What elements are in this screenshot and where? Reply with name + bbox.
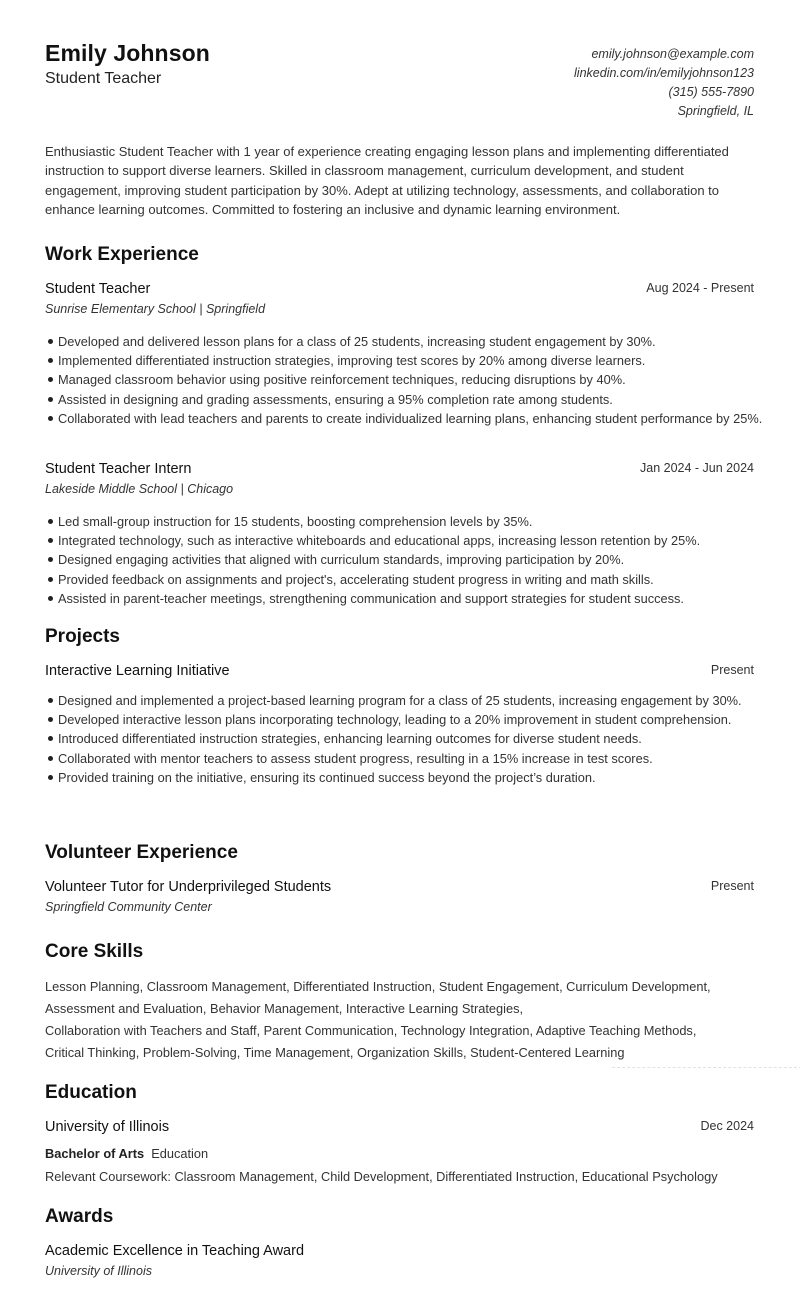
resume-header	[45, 0, 754, 130]
skills-line: Critical Thinking, Problem-Solving, Time Management, Organization Skills, Student-Centered Learning	[45, 1045, 625, 1060]
award-title: Academic Excellence in Teaching Award	[45, 1243, 305, 1259]
award-org: University of Illinois	[45, 1264, 152, 1278]
list-item: Managed classroom behavior using positive reinforcement techniques, reducing disruptions by 40%.	[58, 370, 767, 389]
list-item: Collaborated with lead teachers and parents to create individualized learning plans, enhancing student performance by 25%.	[58, 409, 767, 428]
summary-paragraph: Enthusiastic Student Teacher with 1 year of experience creating engaging lesson plans and implementing differentiated instruction to support diverse learners. Skilled in classroom management, curriculum development, and student engagement, improving student participation by 30%. Adept at utilizing technology, assessments, and collaboration to enhance learning outcomes. Committed to fostering an inclusive and dynamic learning environment.	[45, 144, 729, 217]
resume-page	[45, 0, 763, 1278]
job-title: Student Teacher Intern	[45, 461, 192, 477]
contact-email[interactable]: emily.johnson@example.com	[591, 47, 754, 61]
contact-location: Springfield, IL	[677, 104, 754, 118]
list-item: Developed interactive lesson plans incorporating technology, leading to a 20% improvement in student comprehension.	[58, 710, 767, 729]
project-bullets	[45, 691, 767, 787]
list-item: Integrated technology, such as interactive whiteboards and educational apps, increasing lesson retention by 25%.	[58, 531, 767, 550]
education-coursework: Relevant Coursework: Classroom Management, Child Development, Differentiated Instruction, Educational Psychology	[45, 1169, 718, 1184]
list-item: Provided training on the initiative, ensuring its continued success beyond the project’s duration.	[58, 768, 767, 787]
skills-list	[45, 976, 754, 1064]
list-item: Designed and implemented a project-based learning program for a class of 25 students, increasing engagement by 30%.	[58, 691, 767, 710]
job-org: Sunrise Elementary School | Springfield	[45, 302, 266, 316]
education-degree-line	[45, 1146, 208, 1161]
list-item: Assisted in parent-teacher meetings, strengthening communication and support strategies for student success.	[58, 589, 767, 608]
education-date: Dec 2024	[700, 1119, 754, 1133]
section-title-skills: Core Skills	[45, 941, 144, 962]
job-date: Jan 2024 - Jun 2024	[640, 461, 754, 475]
volunteer-date: Present	[710, 879, 754, 893]
job-bullets	[45, 332, 767, 428]
volunteer-org: Springfield Community Center	[45, 900, 212, 914]
section-title-education: Education	[45, 1082, 137, 1103]
project-date: Present	[710, 663, 754, 677]
list-item: Implemented differentiated instruction strategies, improving test scores by 20% among diverse learners.	[58, 351, 767, 370]
list-item: Designed engaging activities that aligned with curriculum standards, improving participation by 20%.	[58, 550, 767, 569]
job-bullets	[45, 512, 767, 608]
section-title-projects: Projects	[45, 626, 120, 647]
section-title-volunteer: Volunteer Experience	[45, 842, 238, 863]
job-org: Lakeside Middle School | Chicago	[45, 482, 234, 496]
section-title-awards: Awards	[45, 1206, 114, 1227]
skills-line: Lesson Planning, Classroom Management, Differentiated Instruction, Student Engagement, Curriculum Development,	[45, 979, 711, 994]
list-item: Developed and delivered lesson plans for a class of 25 students, increasing student engagement by 30%.	[58, 332, 767, 351]
section-title-work: Work Experience	[45, 244, 199, 265]
contact-block	[574, 45, 754, 121]
list-item: Assisted in designing and grading assessments, ensuring a 95% completion rate among students.	[58, 390, 767, 409]
education-school: University of Illinois	[45, 1119, 170, 1135]
list-item: Introduced differentiated instruction strategies, enhancing learning outcomes for diverse student needs.	[58, 729, 767, 748]
list-item: Led small-group instruction for 15 students, boosting comprehension levels by 35%.	[58, 512, 767, 531]
project-title: Interactive Learning Initiative	[45, 663, 230, 679]
list-item: Collaborated with mentor teachers to assess student progress, resulting in a 15% increase in test scores.	[58, 749, 767, 768]
contact-phone: (315) 555-7890	[668, 85, 754, 99]
list-item: Provided feedback on assignments and project's, accelerating student progress in writing and math skills.	[58, 570, 767, 589]
page-break-divider	[612, 1067, 800, 1068]
job-date: Aug 2024 - Present	[646, 281, 754, 295]
candidate-role: Student Teacher	[45, 70, 162, 87]
job-title: Student Teacher	[45, 281, 151, 297]
education-field: Education	[151, 1146, 209, 1161]
education-degree: Bachelor of Arts	[45, 1146, 145, 1161]
skills-line: Collaboration with Teachers and Staff, Parent Communication, Technology Integration, Adaptive Teaching Methods,	[45, 1023, 697, 1038]
contact-linkedin[interactable]: linkedin.com/in/emilyjohnson123	[574, 66, 754, 80]
volunteer-title: Volunteer Tutor for Underprivileged Students	[45, 879, 332, 895]
candidate-name: Emily Johnson	[45, 40, 210, 66]
skills-line: Assessment and Evaluation, Behavior Management, Interactive Learning Strategies,	[45, 1001, 524, 1016]
